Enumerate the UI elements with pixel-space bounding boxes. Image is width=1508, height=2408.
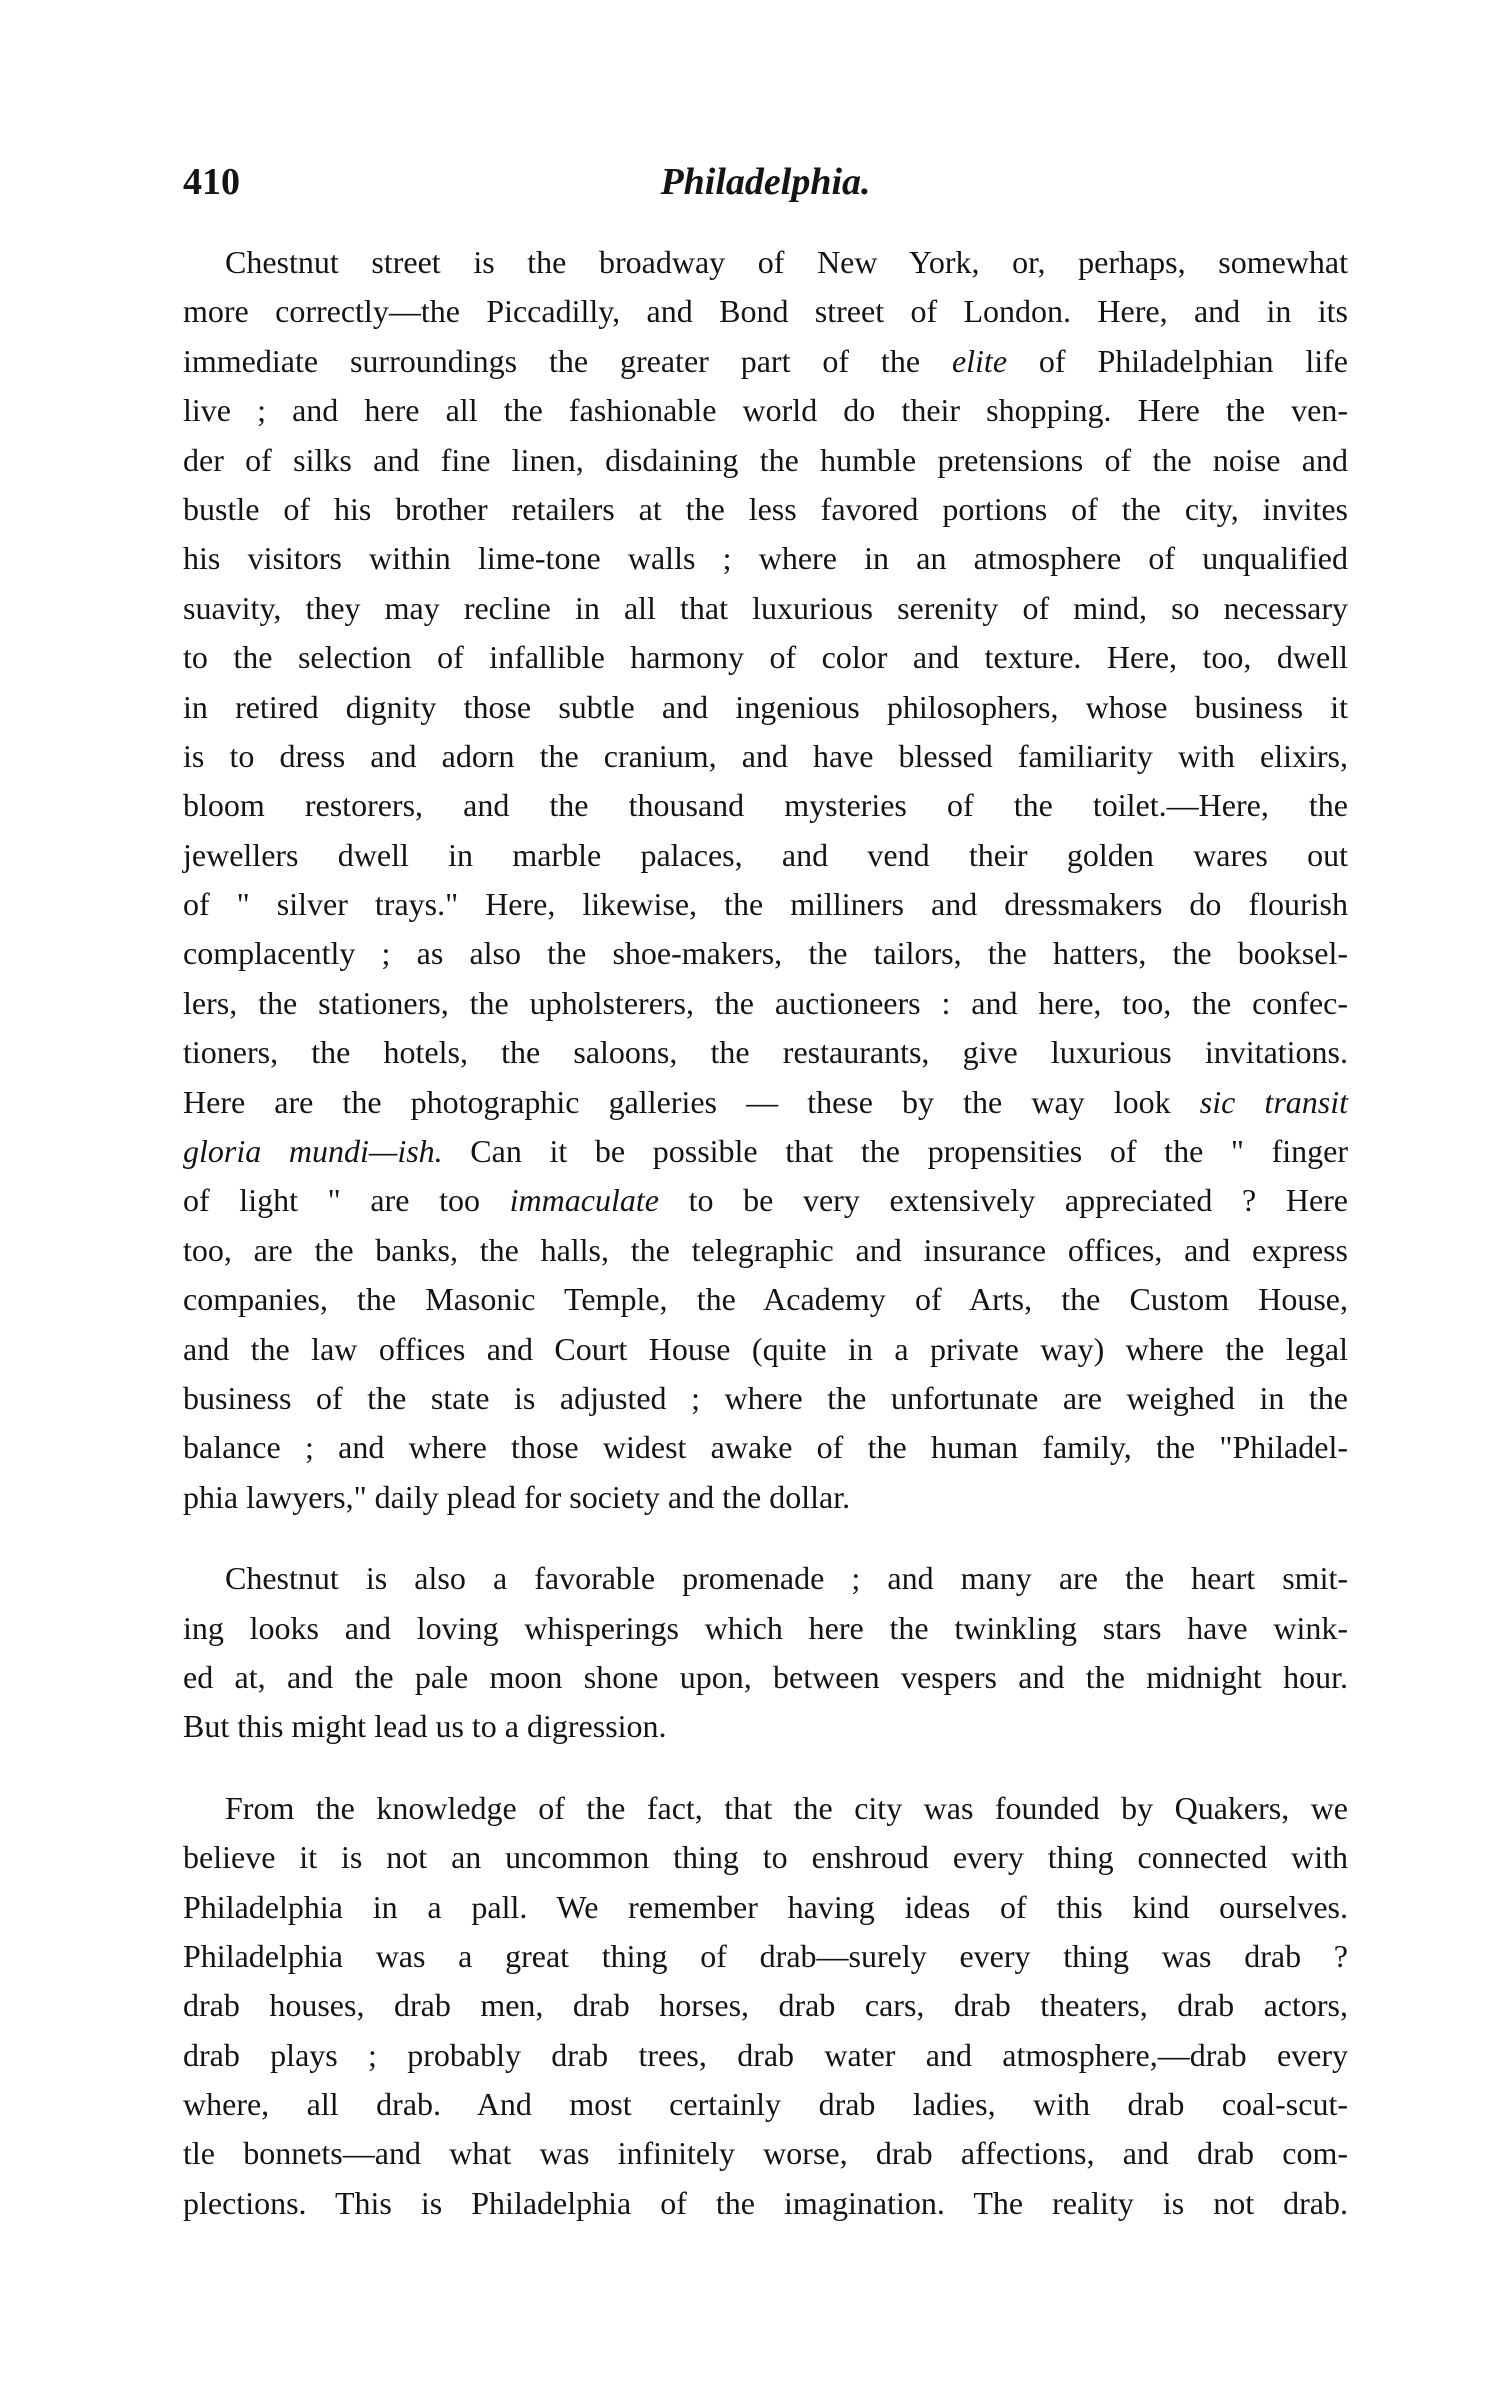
text-line: where, all drab. And most certainly drab ladies, with drab coal-scut- [183, 2086, 1348, 2123]
body-text [183, 238, 1348, 2260]
text-line: his visitors within lime-tone walls ; where in an atmosphere of unqualified [183, 540, 1348, 577]
text-line: Chestnut street is the broadway of New York, or, perhaps, somewhat [225, 244, 1348, 280]
text-line: bustle of his brother retailers at the less favored portions of the city, invites [183, 490, 1348, 527]
text-line: believe it is not an uncommon thing to enshroud every thing connected with [183, 1839, 1348, 1876]
paragraph-promenade [183, 1554, 1348, 1752]
text-line: in retired dignity those subtle and ingenious philosophers, whose business it [183, 688, 1348, 725]
text-line: complacently ; as also the shoe-makers, the tailors, the hatters, the booksel- [183, 935, 1348, 972]
text-line: bloom restorers, and the thousand mysteries of the toilet.—Here, the [183, 787, 1348, 824]
text-line: tle bonnets—and what was infinitely worse, drab affections, and drab com- [183, 2135, 1348, 2172]
text-line: Chestnut is also a favorable promenade ; and many are the heart smit- [225, 1560, 1348, 1597]
text-line: ing looks and loving whisperings which here the twinkling stars have wink- [183, 1609, 1348, 1646]
paragraph-drab [183, 1784, 1348, 2229]
text-line: lers, the stationers, the upholsterers, the auctioneers : and here, too, the confec- [183, 984, 1348, 1021]
text-line: gloria mundi—ish. Can it be possible that the propensities of the " finger [183, 1133, 1349, 1170]
page-header [183, 160, 1348, 220]
text-line: and the law offices and Court House (quite in a private way) where the legal [183, 1330, 1348, 1367]
text-line: balance ; and where those widest awake of the human family, the "Philadel- [183, 1429, 1348, 1466]
text-line: too, are the banks, the halls, the telegraphic and insurance offices, and express [183, 1231, 1348, 1268]
text-line: more correctly—the Piccadilly, and Bond street of London. Here, and in its [183, 293, 1348, 330]
text-line: jewellers dwell in marble palaces, and vend their golden wares out [183, 836, 1348, 873]
text-line: phia lawyers," daily plead for society and the dollar. [183, 1478, 851, 1515]
text-line: ed at, and the pale moon shone upon, between vespers and the midnight hour. [183, 1658, 1348, 1695]
text-line: drab plays ; probably drab trees, drab water and atmosphere,—drab every [183, 2036, 1348, 2073]
text-line: der of silks and fine linen, disdaining the humble pretensions of the noise and [183, 441, 1348, 478]
text-line: of " silver trays." Here, likewise, the milliners and dressmakers do flourish [183, 886, 1348, 923]
text-line: live ; and here all the fashionable world do their shopping. Here the ven- [183, 392, 1348, 429]
text-line: Philadelphia was a great thing of drab—surely every thing was drab ? [183, 1937, 1348, 1974]
text-line: Philadelphia in a pall. We remember having ideas of this kind ourselves. [183, 1888, 1348, 1925]
paragraph-chestnut-street [183, 238, 1348, 1522]
text-line: of light " are too immaculate to be very extensively appreciated ? Here [183, 1182, 1349, 1219]
text-line: tioners, the hotels, the saloons, the restaurants, give luxurious invitations. [183, 1034, 1348, 1071]
text-line: companies, the Masonic Temple, the Academy of Arts, the Custom House, [183, 1281, 1348, 1318]
text-line: Here are the photographic galleries — these by the way look sic transit [183, 1083, 1349, 1120]
text-line: plections. This is Philadelphia of the imagination. The reality is not drab. [183, 2184, 1348, 2221]
page-number: 410 [183, 161, 240, 203]
text-line: suavity, they may recline in all that luxurious serenity of mind, so necessary [183, 589, 1348, 626]
running-head: Philadelphia. [660, 161, 871, 203]
text-line: immediate surroundings the greater part of the elite of Philadelphian life [183, 342, 1349, 379]
text-line: But this might lead us to a digression. [183, 1708, 667, 1745]
text-line: drab houses, drab men, drab horses, drab cars, drab theaters, drab actors, [183, 1987, 1348, 2024]
text-line: is to dress and adorn the cranium, and have blessed familiarity with elixirs, [183, 737, 1348, 774]
text-line: From the knowledge of the fact, that the city was founded by Quakers, we [225, 1789, 1348, 1826]
text-line: to the selection of infallible harmony of color and texture. Here, too, dwell [183, 639, 1348, 676]
text-line: business of the state is adjusted ; where the unfortunate are weighed in the [183, 1379, 1348, 1416]
